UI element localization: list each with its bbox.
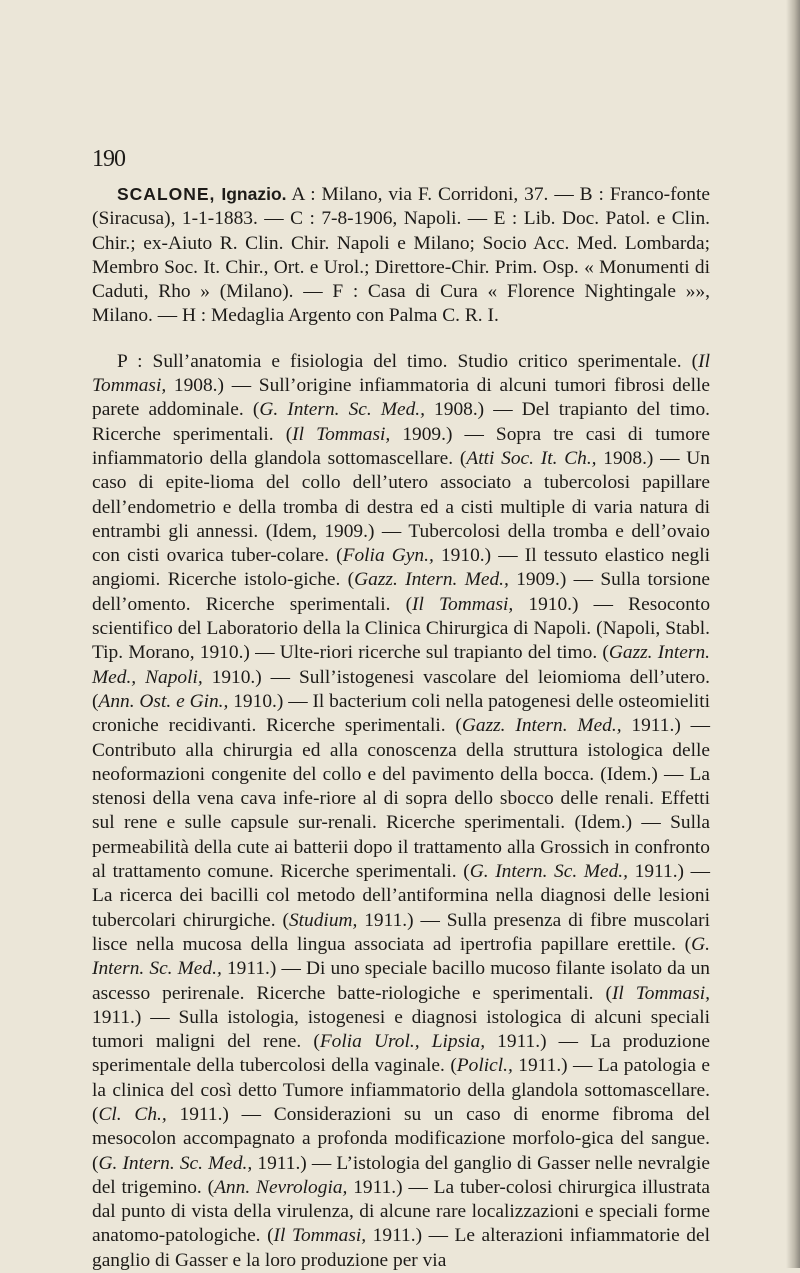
publication-text: 1911.) — Le alterazioni infiammatorie del ganglio di Gasser e la loro produzione per via: [92, 1225, 710, 1271]
publication-text: 1908.) — Sull’origine infiammatoria di alcuni tumori fibrosi delle parete addominale. (: [92, 375, 710, 421]
journal-citation: Folia Gyn.,: [342, 545, 434, 567]
publication-text: 1911.) — Contributo alla chirurgia ed alla conoscenza della struttura istologica delle neoformazioni congenite del collo e del pavimento della bocca. (Idem.) — La stenosi della vena cava infe-riore al di sopra dello sbocco delle renali. Effetti sul rene e sulle capsule sur-renali. Ricerche sperimentali. (Idem.) — Sulla permeabilità della cute ai batterii dopo il trattamento alla Grossich in confronto al trattamento comune. Ricerche sperimentali. (: [92, 715, 710, 883]
journal-citation: G. Intern. Sc. Med.,: [92, 933, 710, 980]
journal-citation: G. Intern. Sc. Med.,: [98, 1152, 253, 1174]
publication-text: 1911.) — La produzione sperimentale della tubercolosi della vaginale. (: [92, 1031, 710, 1077]
author-given-name: Ignazio.: [221, 184, 287, 204]
journal-citation: Policl.,: [456, 1055, 513, 1077]
journal-citation: Il Tommasi,: [412, 593, 514, 615]
entry-details: A : Milano, via F. Corridoni, 37. — B : Franco-fonte (Siracusa), 1-1-1883. — C : 7-8-1906, Napoli. — E : Lib. Doc. Patol. e Clin. Chir.; ex-Aiuto R. Clin. Chir. Napoli e Milano; Socio Acc. Med. Lombarda; Membro Soc. It. Chir., Ort. e Urol.; Direttore-Chir. Prim. Osp. « Monumenti di Caduti, Rho » (Milano). — F : Casa di Cura « Florence Nightingale »», Milano. — H : Medaglia Argento con Palma C. R. I.: [92, 184, 710, 327]
journal-citation: Gazz. Intern. Med.,: [461, 715, 622, 737]
publication-text: 1909.) — Sopra tre casi di tumore infiammatorio della glandola sottomascellare. (: [92, 423, 710, 469]
publication-text: 1911.) — Sulla presenza di fibre muscolari lisce nella mucosa della lingua associata ad ipertrofia papillare erettile. (: [92, 909, 710, 955]
journal-citation: G. Intern. Sc. Med.,: [469, 861, 628, 883]
author-surname: SCALONE,: [117, 184, 216, 204]
publication-text: 1911.) — Sulla istologia, istogenesi e diagnosi istologica di alcuni speciali tumori maligni del rene. (: [92, 1006, 710, 1053]
publication-text: P : Sull’anatomia e fisiologia del timo. Studio critico sperimentale. (: [117, 350, 699, 372]
journal-citation: Cl. Ch.,: [98, 1103, 167, 1125]
publication-text: 1910.) — Resoconto scientifico del Laboratorio della la Clinica Chirurgica di Napoli. (Napoli, Stabl. Tip. Morano, 1910.) — Ulte-riori ricerche sul trapianto del timo. (: [92, 593, 711, 664]
publication-text: 1908.) — Un caso di epite-lioma del collo dell’utero associato a tubercolosi papillare dell’endometrio e della tromba di destra ed a cisti multiple di varia natura di entrambi gli annessi. (Idem, 1909.) — Tubercolosi della tromba e dell’ovaio con cisti ovarica tuber-colare. (: [92, 447, 711, 567]
publication-text: 1911.) — La patologia e la clinica del così detto Tumore infiammatorio della glandola sottomascellare. (: [92, 1055, 710, 1125]
journal-citation: Studium,: [288, 909, 358, 931]
publication-text: 1911.) — Considerazioni su un caso di enorme fibroma del mesocolon accompagnato a profonda modificazione morfolo-gica del sangue. (: [92, 1103, 710, 1174]
journal-citation: Il Tommasi,: [273, 1225, 367, 1247]
publication-text: 1911.) — La ricerca dei bacilli col metodo dell’antiformina nella diagnosi delle lesioni tubercolari chirurgiche. (: [92, 861, 711, 931]
publication-text: 1910.) — Il bacterium coli nella patogenesi delle osteomieliti croniche recidivanti. Ricerche sperimentali. (: [92, 690, 710, 737]
publication-text: 1911.) — La tuber-colosi chirurgica illustrata dal punto di vista della virulenza, di alcune rare localizzazioni e speciali forme anatomo-patologiche. (: [92, 1176, 710, 1247]
journal-citation: Il Tommasi,: [92, 350, 710, 397]
journal-citation: Ann. Ost. e Gin.,: [98, 690, 229, 712]
publication-text: 1908.) — Del trapianto del timo. Ricerche sperimentali. (: [92, 399, 710, 445]
entry-header-paragraph: [92, 182, 710, 329]
journal-citation: Atti Soc. It. Ch.,: [466, 447, 597, 469]
journal-citation: Gazz. Intern. Med.,: [354, 569, 509, 591]
page-number: 190: [92, 146, 125, 172]
journal-citation: Gazz. Intern. Med., Napoli,: [92, 642, 710, 688]
journal-citation: Ann. Nevrologia,: [214, 1176, 348, 1198]
publication-text: 1910.) — Sull’istogenesi vascolare del leiomioma dell’utero. (: [92, 666, 710, 712]
journal-citation: Il Tommasi,: [611, 982, 710, 1004]
publication-text: 1911.) — Di uno speciale bacillo mucoso filante isolato da un ascesso perirenale. Ricerche batte-riologiche e sperimentali. (: [92, 958, 710, 1004]
publication-text: 1911.) — L’istologia del ganglio di Gasser nelle nevralgie del trigemino. (: [92, 1152, 710, 1198]
publications-paragraph: [92, 350, 710, 1273]
journal-citation: G. Intern. Sc. Med.,: [259, 399, 425, 421]
page-edge-shadow: [786, 0, 800, 1268]
biography-entry: [92, 182, 710, 1273]
publication-text: 1909.) — Sulla torsione dell’omento. Ricerche sperimentali. (: [92, 569, 710, 615]
journal-citation: Folia Urol., Lipsia,: [319, 1031, 486, 1053]
publication-text: 1910.) — Il tessuto elastico negli angiomi. Ricerche istolo-giche. (: [92, 545, 710, 591]
journal-citation: Il Tommasi,: [292, 423, 391, 445]
